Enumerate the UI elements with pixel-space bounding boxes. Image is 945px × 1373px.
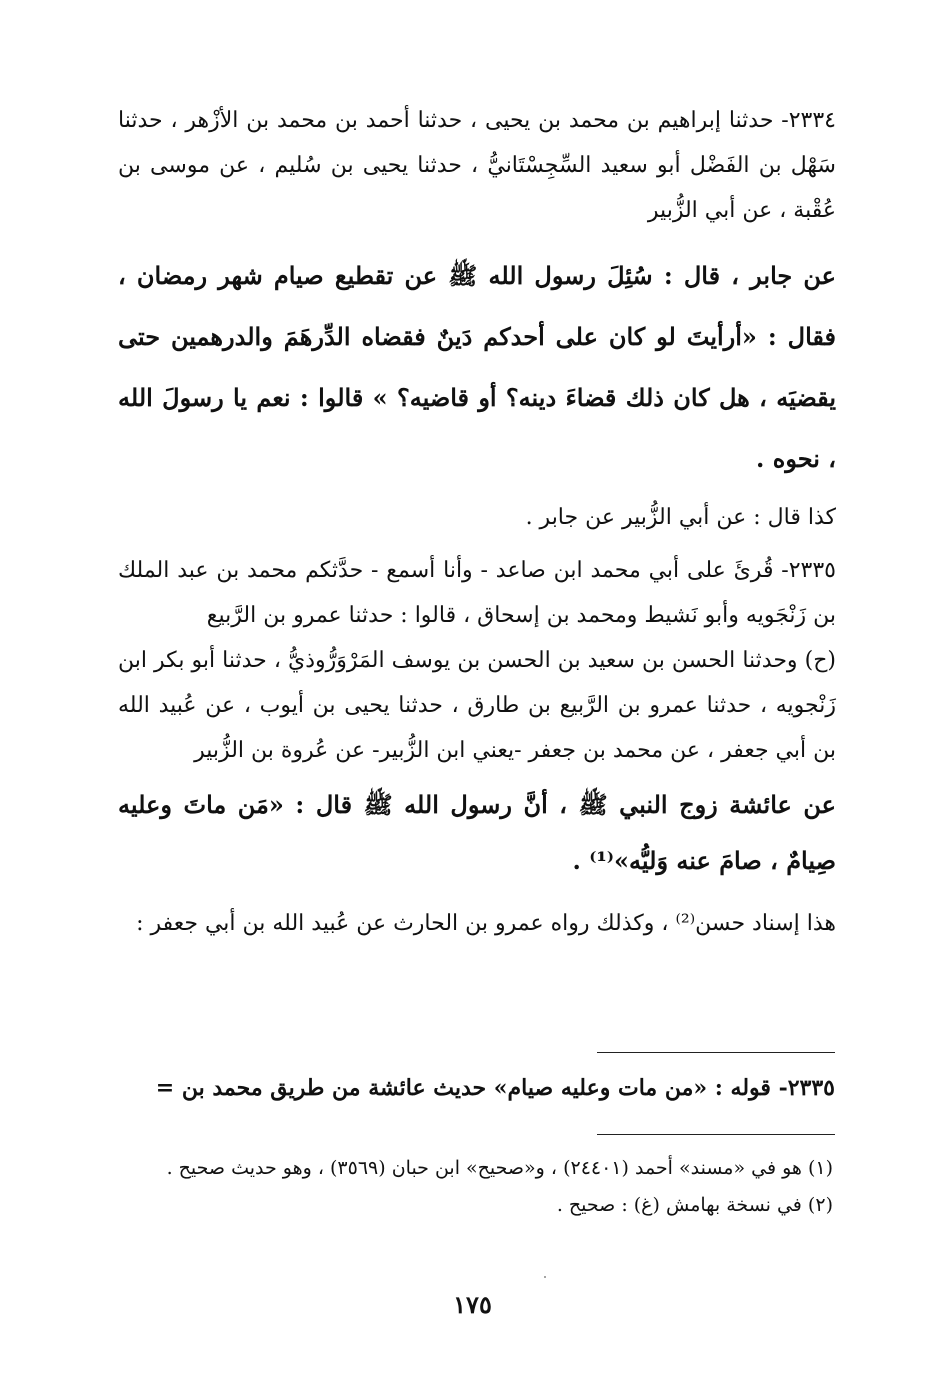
footnote-2: (٢) في نسخة بهامش (غ) : صحيح . xyxy=(556,1194,833,1216)
footnotes xyxy=(118,1150,833,1224)
footnotes-divider xyxy=(597,1134,835,1135)
hadith-2335-isnad-a: ٢٣٣٥- قُرئَ على أبي محمد ابن صاعد - وأنا أسمع - حدَّثكم محمد بن عبد الملك بن زَنْجَويه وأبو نَشيط ومحمد بن إسحاق ، قالوا : حدثنا عمرو بن الرَّبيع xyxy=(118,558,836,628)
hadith-2334-matn: عن جابر ، قال : سُئِلَ رسول الله ﷺ عن تقطيع صيام شهر رمضان ، فقال : «أرأيتَ لو كان على أحدكم دَينٌ فقضاه الدِّرهَمَ والدرهمين حتى يقضيَه ، هل كان ذلك قضاءَ دينه؟ أو قاضيه؟ » قالوا : نعم يا رسولَ الله ، نحوه . xyxy=(118,261,836,473)
hadith-2334-isnad: ٢٣٣٤- حدثنا إبراهيم بن محمد بن يحيى ، حدثنا أحمد بن محمد بن الأزْهر ، حدثنا سَهْل بن الفَضْل أبو سعيد السِّجِسْتَانيُّ ، حدثنا يحيى بن سُليم ، عن موسى بن عُقْبة ، عن أبي الزُّبير xyxy=(118,108,836,223)
hadith-2335-isnad-b: (ح) وحدثنا الحسن بن سعيد بن الحسن بن يوسف المَرْوَرُّوذيُّ ، حدثنا أبو بكر ابن زَنْجويه ، حدثنا عمرو بن الرَّبيع بن طارق ، حدثنا يحيى بن أيوب ، عن عُبيد الله بن أبي جعفر ، عن محمد بن جعفر -يعني ابن الزُّبير- عن عُروة بن الزُّبير xyxy=(118,648,836,763)
scan-speck xyxy=(544,1276,546,1278)
footnote-1: (١) هو في «مسند» أحمد (٢٤٤٠١) ، و«صحيح» ابن حبان (٣٥٦٩) ، وهو حديث صحيح . xyxy=(166,1157,833,1179)
page-number: ١٧٥ xyxy=(453,1290,492,1319)
commentary-divider xyxy=(597,1052,835,1053)
commentary: ٢٣٣٥- قوله : «من مات وعليه صيام» حديث عائشة من طريق محمد بن = xyxy=(155,1075,835,1101)
hadith-2335-grading: هذا إسناد حسن⁽²⁾ ، وكذلك رواه عمرو بن الحارث عن عُبيد الله بن أبي جعفر : xyxy=(136,911,836,936)
hadith-2335-matn: عن عائشة زوج النبي ﷺ ، أنَّ رسول الله ﷺ قال : «مَن ماتَ وعليه صِيامٌ ، صامَ عنه وَليُّه»⁽¹⁾ . xyxy=(118,790,836,875)
main-text xyxy=(118,98,836,951)
hadith-2334-note: كذا قال : عن أبي الزُّبير عن جابر . xyxy=(525,505,836,530)
